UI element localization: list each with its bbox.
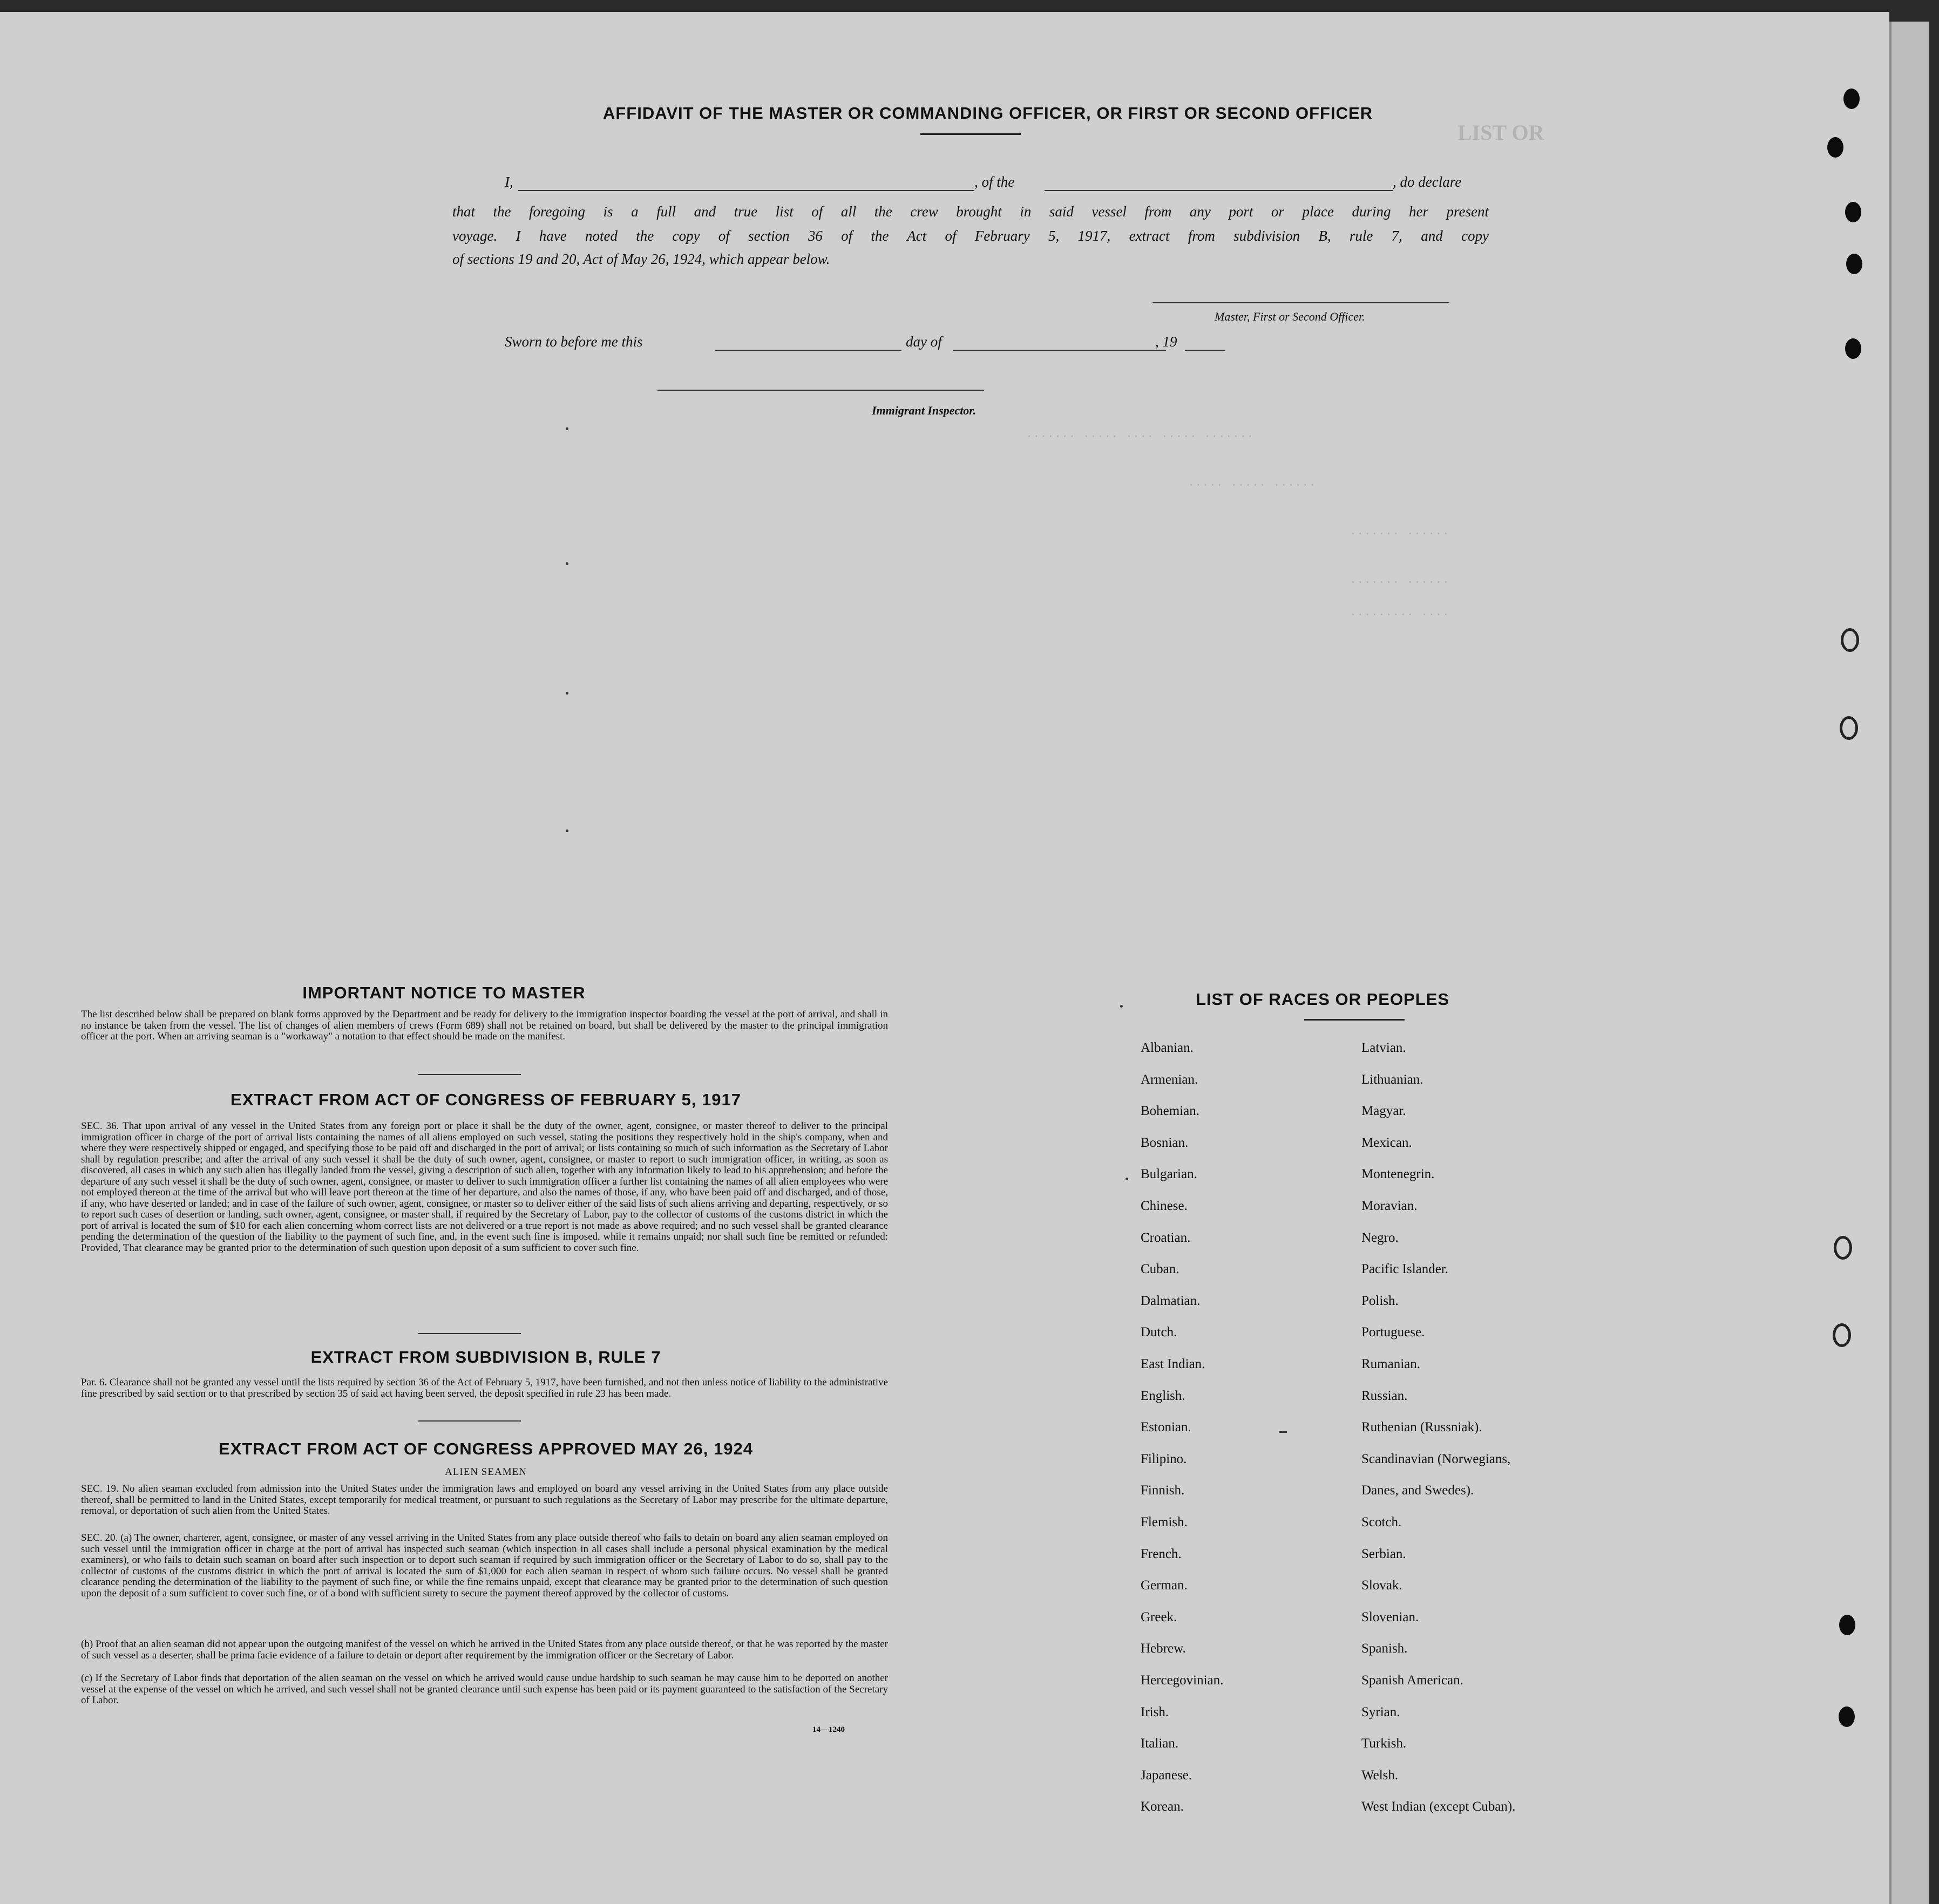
race-item: Italian. — [1141, 1736, 1179, 1751]
inspector-signature-label: Immigrant Inspector. — [872, 404, 977, 417]
binder-hole — [1845, 202, 1861, 222]
race-item-scandinavian-cont: Danes, and Swedes). — [1361, 1483, 1474, 1498]
affidavit-text-line4: of sections 19 and 20, Act of May 26, 1924, which appear below. — [452, 251, 830, 267]
binder-hole — [1839, 1615, 1855, 1635]
sec19-body: SEC. 19. No alien seaman excluded from admission into the United States under the immigration laws and employed on board any vessel arriving in the United States from any place outside thereof, shall be permitted to land in the United States, except temporarily for medical treatment, or pursuant to such regulations as the Secretary of Labor may prescribe for the ultimate departure, removal, or deportation of such alien from the United States. — [81, 1483, 888, 1517]
race-item: Chinese. — [1141, 1199, 1188, 1213]
sworn-label: Sworn to before me this — [505, 334, 643, 350]
stray-mark — [1126, 1178, 1128, 1180]
race-item: Latvian. — [1361, 1041, 1406, 1055]
race-item: Filipino. — [1141, 1452, 1187, 1466]
race-item: Armenian. — [1141, 1072, 1198, 1087]
affidavit-text-line2: that the foregoing is a full and true list of all the crew brought in said vessel from any port or place during her present — [452, 203, 1489, 220]
race-item: Moravian. — [1361, 1199, 1418, 1213]
race-item: Scandinavian (Norwegians, — [1361, 1452, 1511, 1466]
race-item: Magyar. — [1361, 1104, 1406, 1118]
race-item: Spanish American. — [1361, 1673, 1463, 1688]
sec20b-body: (b) Proof that an alien seaman did not appear upon the outgoing manifest of the vessel on which he arrived in the United States from any place outside thereof, or that he was reported by the master of such vessel as a deserter, shall be prima facie evidence of a failure to detain or deport after requirement by the immigration officer or the Secretary of Labor. — [81, 1638, 888, 1661]
race-item: Bohemian. — [1141, 1104, 1200, 1118]
race-item: Slovak. — [1361, 1578, 1402, 1593]
races-title-rule — [1304, 1019, 1405, 1021]
extract-1917-title: EXTRACT FROM ACT OF CONGRESS OF FEBRUARY 5, 1917 — [230, 1090, 741, 1109]
binder-hole — [1845, 338, 1861, 359]
race-item: Rumanian. — [1361, 1357, 1421, 1371]
race-item: Bulgarian. — [1141, 1167, 1197, 1181]
binder-ring — [1834, 1236, 1852, 1260]
race-item: West Indian (except Cuban). — [1361, 1799, 1516, 1814]
bleed-through-text: LIST OR ....... ..... .... ..... ....... ..... ..... ...... ....... ...... ....... ...... ......... .... — [1026, 120, 1544, 619]
race-item: Montenegrin. — [1361, 1167, 1435, 1181]
race-item: Negro. — [1361, 1230, 1399, 1245]
stray-mark — [566, 692, 568, 695]
rule7-title: EXTRACT FROM SUBDIVISION B, RULE 7 — [310, 1348, 661, 1366]
binder-hole — [1846, 254, 1862, 274]
race-item: Polish. — [1361, 1294, 1399, 1308]
race-item: Cuban. — [1141, 1262, 1179, 1276]
race-item: Japanese. — [1141, 1768, 1192, 1783]
race-item: Portuguese. — [1361, 1325, 1425, 1339]
race-item: Hebrew. — [1141, 1641, 1186, 1656]
stray-dash — [1279, 1431, 1287, 1433]
race-item: Spanish. — [1361, 1641, 1408, 1656]
sec20c-body: (c) If the Secretary of Labor finds that deportation of the alien seaman on the vessel on which he arrived would cause undue hardship to such seaman he may cause him to be deported on another vessel at the expense of the vessel on which he arrived, and such vessel shall not be granted clearance until such expense has been paid or its payment guaranteed to the satisfaction of the Secretary of Labor. — [81, 1672, 888, 1706]
extract-1924-title: EXTRACT FROM ACT OF CONGRESS APPROVED MAY 26, 1924 — [219, 1439, 753, 1458]
races-title: LIST OF RACES OR PEOPLES — [1195, 990, 1450, 1009]
day-of-label: day of — [906, 334, 942, 350]
sworn-month-field[interactable] — [953, 350, 1166, 351]
race-item: Greek. — [1141, 1610, 1177, 1624]
rule7-rule — [418, 1420, 521, 1422]
race-item: Serbian. — [1361, 1547, 1406, 1561]
master-signature-label: Master, First or Second Officer. — [1215, 310, 1365, 323]
race-item: Estonian. — [1141, 1420, 1191, 1434]
binder-ring — [1841, 628, 1859, 652]
document-page — [0, 12, 1889, 1904]
race-item: Hercegovinian. — [1141, 1673, 1224, 1688]
of-the-label: , of the — [974, 174, 1015, 190]
vessel-name-field[interactable] — [1045, 190, 1393, 191]
race-item: Croatian. — [1141, 1230, 1191, 1245]
stray-mark — [1120, 1005, 1123, 1008]
race-item: Flemish. — [1141, 1515, 1188, 1529]
race-item: Bosnian. — [1141, 1135, 1189, 1150]
year-label: , 19 — [1155, 334, 1177, 350]
race-item: Pacific Islander. — [1361, 1262, 1449, 1276]
inspector-signature-line[interactable] — [657, 390, 984, 391]
race-item: Irish. — [1141, 1705, 1169, 1719]
race-item: Turkish. — [1361, 1736, 1407, 1751]
notice-rule — [418, 1074, 521, 1075]
race-item: Dutch. — [1141, 1325, 1177, 1339]
binder-hole — [1843, 89, 1860, 109]
do-declare-label: , do declare — [1393, 174, 1462, 190]
affidavit-title-rule — [920, 133, 1021, 135]
master-signature-line[interactable] — [1152, 302, 1449, 303]
race-item: Slovenian. — [1361, 1610, 1419, 1624]
stray-mark — [566, 562, 568, 565]
race-item: English. — [1141, 1389, 1185, 1403]
race-item: Dalmatian. — [1141, 1294, 1201, 1308]
race-item: Lithuanian. — [1361, 1072, 1423, 1087]
declarant-label: I, — [505, 174, 513, 190]
affidavit-text-line3: voyage. I have noted the copy of section 36 of the Act of February 5, 1917, extract from subdivision B, rule 7, and copy — [452, 228, 1489, 244]
affidavit-title: AFFIDAVIT OF THE MASTER OR COMMANDING OFFICER, OR FIRST OR SECOND OFFICER — [602, 104, 1373, 123]
race-item: Albanian. — [1141, 1041, 1194, 1055]
sec20a-body: SEC. 20. (a) The owner, charterer, agent, consignee, or master of any vessel arriving in the United States from any place outside thereof who fails to detain on board any alien seaman employed on such vessel until the immigration officer in charge at the port of arrival has inspected such seaman (which inspection in all cases shall include a personal physical examination by the medical examiners), or who fails to detain such seaman on board after such inspection or to deport such seaman if required by such immigration officer or the Secretary of Labor to do so, shall pay to the collector of customs of the customs district in which the port of arrival is located the sum of $1,000 for each alien seaman in respect of whom such failure occurs. No vessel shall be granted clearance pending the determination of the liability to the payment of such fine, or while the fine remains unpaid, except that clearance may be granted prior to the determination of such question upon the deposit of a sum sufficient to cover such fine, or of a bond with sufficient surety to secure the payment thereof approved by the collector of customs. — [81, 1532, 888, 1599]
extract-1917-rule — [418, 1333, 521, 1334]
form-number: 14—1240 — [812, 1725, 845, 1734]
rule7-body: Par. 6. Clearance shall not be granted any vessel until the lists required by section 36 of the Act of February 5, 1917, have been furnished, and not then unless notice of liability to the administrative fine prescribed by said section or to that prescribed by section 35 of said act having been served, the deposit specified in rule 23 has been made. — [81, 1377, 888, 1399]
race-item: Welsh. — [1361, 1768, 1399, 1783]
race-item: Mexican. — [1361, 1135, 1412, 1150]
alien-seamen-subtitle: ALIEN SEAMEN — [445, 1466, 527, 1478]
page-edge — [1889, 22, 1929, 1904]
notice-title: IMPORTANT NOTICE TO MASTER — [302, 983, 586, 1002]
binder-ring — [1840, 716, 1858, 740]
race-item: Ruthenian (Russniak). — [1361, 1420, 1482, 1434]
race-item: East Indian. — [1141, 1357, 1205, 1371]
race-item: Finnish. — [1141, 1483, 1185, 1498]
notice-body: The list described below shall be prepared on blank forms approved by the Department and be ready for delivery to the immigration inspector boarding the vessel at the port of arrival, and shall in no instance be taken from the vessel. The list of changes of alien members of crews (Form 689) shall not be retained on board, but shall be delivered by the master to the principal immigration officer at the port. When an arriving seaman is a "workaway" a notation to that effect should be made on the manifest. — [81, 1009, 888, 1042]
race-item: French. — [1141, 1547, 1182, 1561]
stray-mark — [566, 829, 568, 832]
binder-hole — [1839, 1706, 1855, 1727]
race-item: Scotch. — [1361, 1515, 1402, 1529]
stray-mark — [566, 427, 568, 430]
race-item: Syrian. — [1361, 1705, 1400, 1719]
sworn-year-field[interactable] — [1185, 350, 1225, 351]
race-item: Russian. — [1361, 1389, 1408, 1403]
sworn-date-field[interactable] — [715, 350, 901, 351]
race-item: Korean. — [1141, 1799, 1184, 1814]
binder-ring — [1833, 1323, 1851, 1347]
declarant-name-field[interactable] — [518, 190, 974, 191]
extract-1917-body: SEC. 36. That upon arrival of any vessel in the United States from any foreign port or place it shall be the duty of the owner, agent, consignee, or master thereof to deliver to the principal immigration officer in charge of the port of arrival lists containing the names of all aliens employed on such vessel, stating the positions they respectively hold in the ship's company, when and where they were respectively shipped or engaged, and specifying those to be paid off and discharged in the port of arrival; or lists containing so much of such information as the Secretary of Labor shall by regulation prescribe; and after the arrival of any such vessel it shall be the duty of such owner, agent, consignee, or master to report to such immigration officer, in writing, as soon as discovered, all cases in which any such alien has illegally landed from the vessel, giving a description of such alien, together with any information likely to lead to his apprehension; and before the departure of any such vessel it shall be the duty of such owner, agent, consignee, or master to deliver to such immigration officer a further list containing the names of all alien employees who were not employed thereon at the time of the arrival but who will leave port thereon at the time of her departure, and also the names of those, if any, who have been paid off and discharged, and of those, if any, who have deserted or landed; and in case of the failure of such owner, agent, consignee, or master so to deliver either of the said lists of such aliens arriving and departing, respectively, or so to report such cases of desertion or landing, such owner, agent, consignee, or master shall, if required by the Secretary of Labor, pay to the collector of customs of the customs district in which the port of arrival is located the sum of $10 for each alien concerning whom correct lists are not delivered or a true report is not made as above required; and no such vessel shall be granted clearance pending the determination of the question of the liability to the payment of such fine, and, in the event such fine is imposed, while it remains unpaid; nor shall such fine be remitted or refunded: Provided, That clearance may be granted prior to the determination of such question upon deposit of a sum sufficient to cover such fine. — [81, 1120, 888, 1254]
race-item: German. — [1141, 1578, 1188, 1593]
binder-hole — [1827, 137, 1843, 158]
